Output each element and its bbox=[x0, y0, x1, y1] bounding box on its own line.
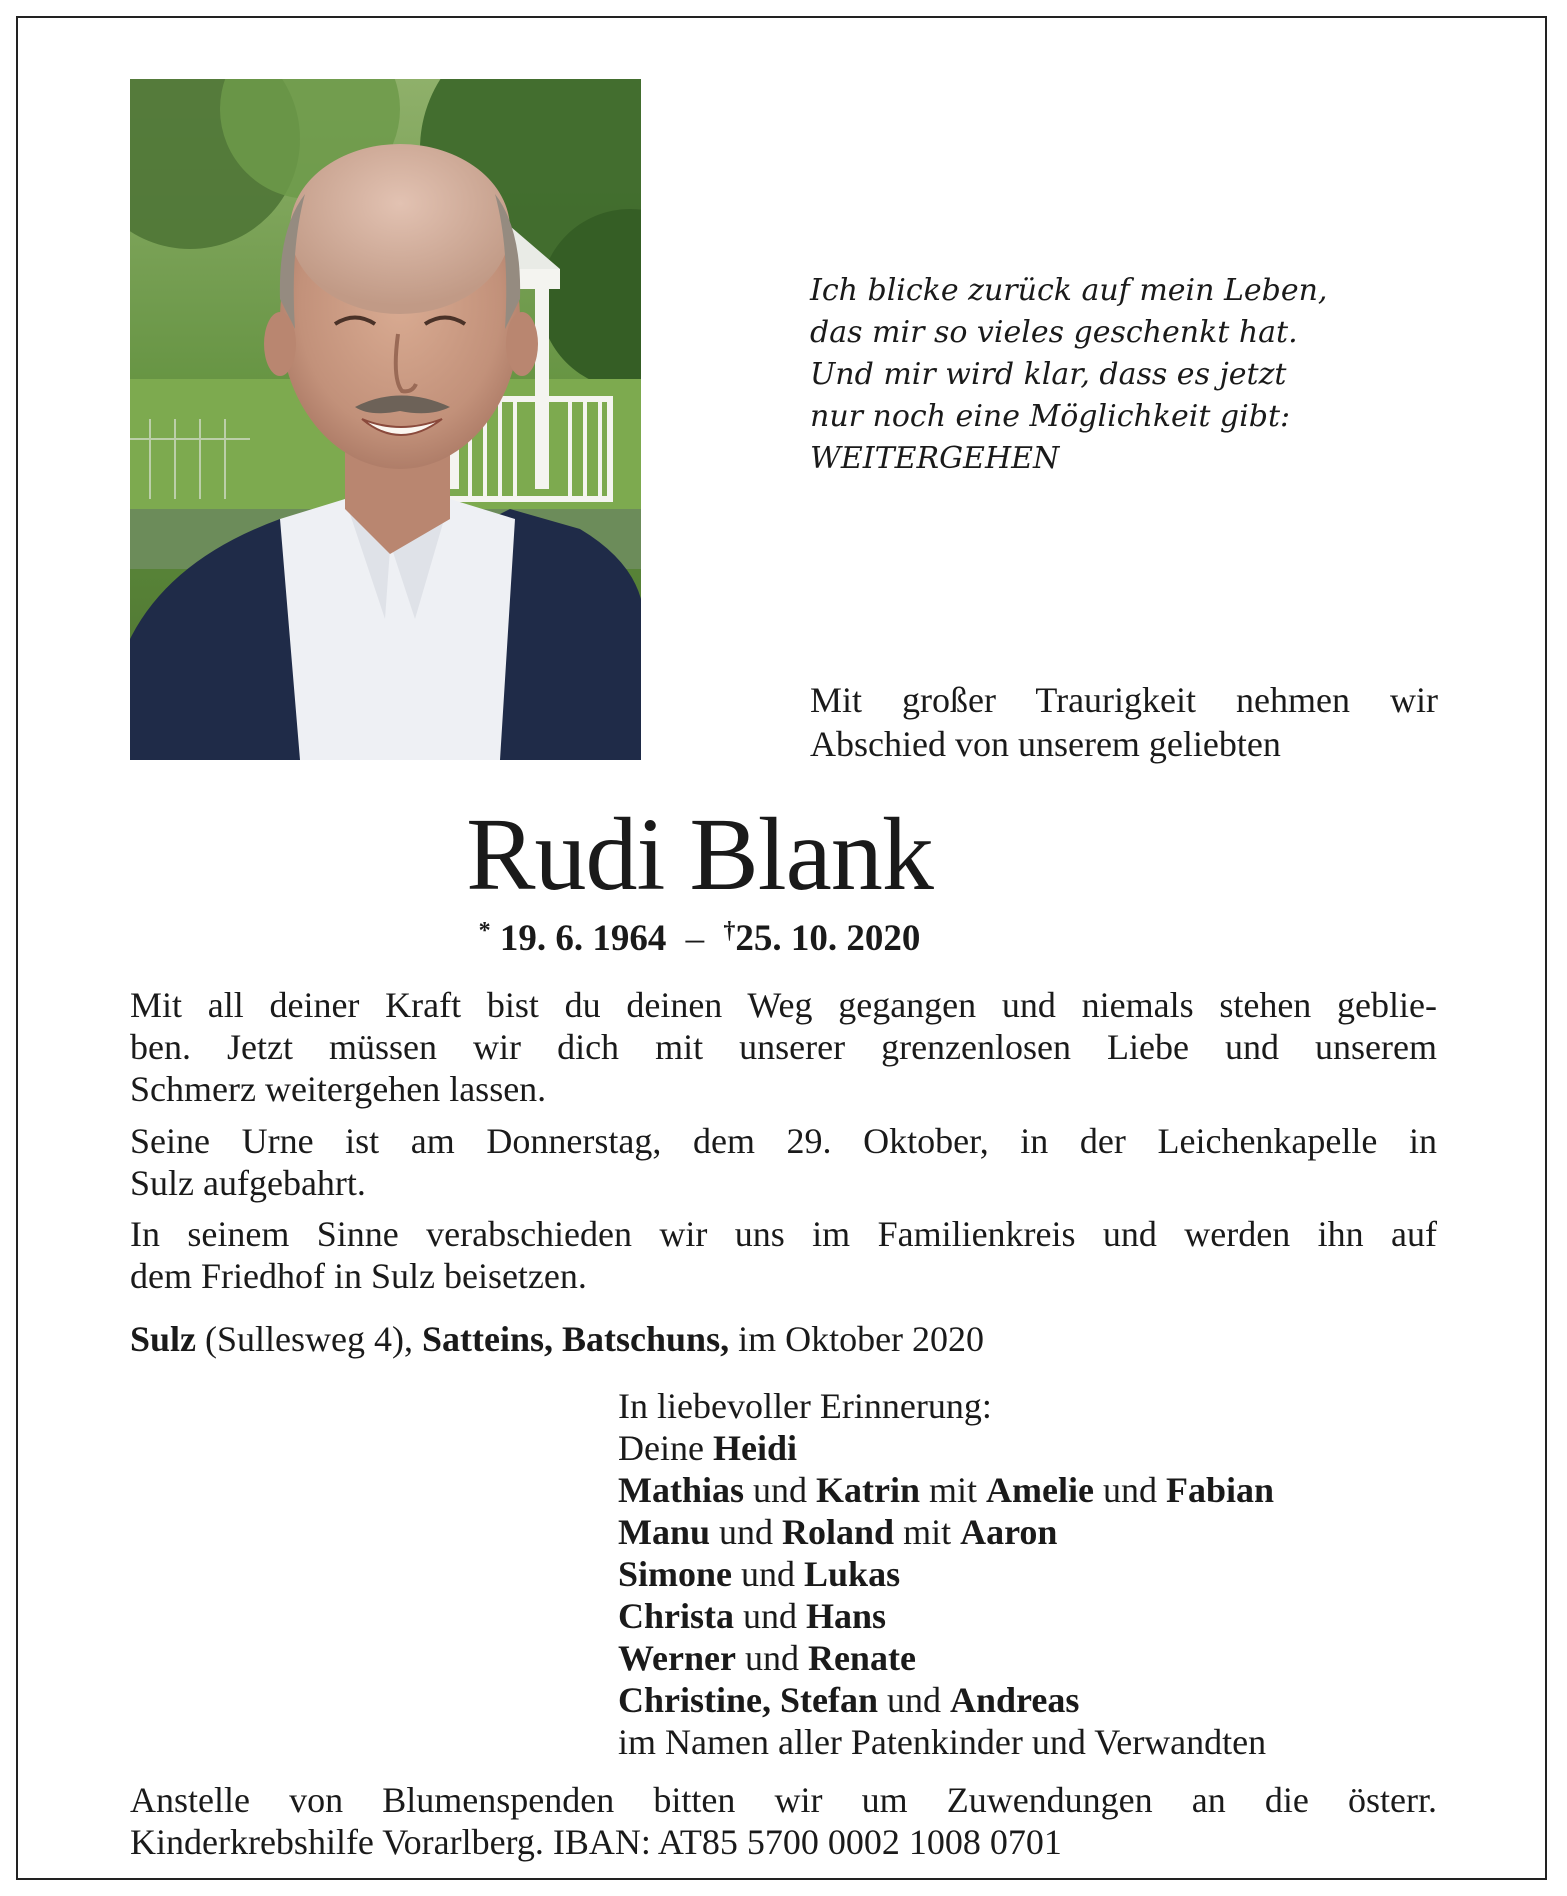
donation-iban-line: Kinderkrebshilfe Vorarlberg. IBAN: AT85 5700 0002 1008 0701 bbox=[130, 1822, 1062, 1862]
death-date: 25. 10. 2020 bbox=[735, 918, 921, 959]
paragraph-line: Seine Urne ist am Donnerstag, dem 29. Oktober, in der Leichenkapelle in bbox=[130, 1121, 1437, 1161]
family-closing: im Namen aller Patenkinder und Verwandten bbox=[618, 1722, 1267, 1762]
family-member: Fabian bbox=[1165, 1470, 1275, 1510]
family-text: und bbox=[744, 1470, 816, 1510]
birth-symbol: * bbox=[478, 918, 491, 944]
family-text: und bbox=[735, 1638, 808, 1678]
portrait-image bbox=[130, 79, 641, 760]
family-heading: In liebevoller Erinnerung: bbox=[618, 1386, 992, 1426]
family-list bbox=[618, 1385, 1274, 1763]
family-line bbox=[618, 1469, 1274, 1511]
family-member: Werner bbox=[618, 1638, 736, 1678]
poem-line: das mir so vieles geschenkt hat. bbox=[810, 315, 1298, 350]
family-text: Deine bbox=[618, 1428, 713, 1468]
family-text: mit bbox=[894, 1512, 961, 1552]
paragraph-burial bbox=[130, 1213, 1437, 1297]
donation-notice bbox=[130, 1779, 1437, 1863]
deceased-name bbox=[0, 795, 1567, 915]
place-address: (Sullesweg 4), bbox=[196, 1319, 422, 1359]
family-line bbox=[618, 1553, 1274, 1595]
poem-line: Ich blicke zurück auf mein Leben, bbox=[810, 273, 1328, 308]
place-satteins-batschuns: Satteins, Batschuns, bbox=[422, 1319, 730, 1359]
family-text: mit bbox=[920, 1470, 987, 1510]
intro-line: Mit großer Traurigkeit nehmen wir bbox=[810, 680, 1438, 720]
poem-line: nur noch eine Möglichkeit gibt: bbox=[810, 399, 1291, 434]
family-member: Roland bbox=[782, 1512, 895, 1552]
family-member: Andreas bbox=[950, 1680, 1080, 1720]
poem bbox=[810, 270, 1327, 480]
place-sulz: Sulz bbox=[130, 1319, 197, 1359]
family-member: Christa bbox=[618, 1596, 734, 1636]
family-member: Renate bbox=[807, 1638, 916, 1678]
family-text: und bbox=[732, 1554, 805, 1594]
portrait-photo bbox=[130, 79, 641, 760]
place-date-line bbox=[130, 1318, 1437, 1360]
place-date: im Oktober 2020 bbox=[729, 1319, 985, 1359]
family-text: und bbox=[1093, 1470, 1166, 1510]
date-separator: – bbox=[685, 918, 705, 959]
family-member: Katrin bbox=[816, 1470, 920, 1510]
family-member: Lukas bbox=[804, 1554, 901, 1594]
family-line bbox=[618, 1679, 1274, 1721]
family-member: Simone bbox=[618, 1554, 733, 1594]
paragraph-urn bbox=[130, 1120, 1437, 1204]
paragraph-line: ben. Jetzt müssen wir dich mit unserer grenzenlosen Liebe und unserem bbox=[130, 1027, 1437, 1067]
family-text: und bbox=[878, 1680, 950, 1720]
death-symbol: † bbox=[723, 918, 736, 944]
family-line bbox=[618, 1427, 1274, 1469]
paragraph-line: Mit all deiner Kraft bist du deinen Weg gegangen und niemals stehen geblie- bbox=[130, 985, 1437, 1025]
paragraph-farewell bbox=[130, 984, 1437, 1110]
family-member: Christine, Stefan bbox=[618, 1680, 878, 1720]
family-member: Heidi bbox=[712, 1428, 797, 1468]
family-member: Hans bbox=[806, 1596, 887, 1636]
paragraph-line: In seinem Sinne verabschieden wir uns im Familienkreis und werden ihn auf bbox=[130, 1214, 1437, 1254]
life-dates bbox=[0, 907, 1567, 963]
poem-line: WEITERGEHEN bbox=[810, 441, 1060, 476]
intro-line: Abschied von unserem geliebten bbox=[810, 724, 1281, 764]
family-line bbox=[618, 1511, 1274, 1553]
family-text: und bbox=[734, 1596, 806, 1636]
intro-text bbox=[810, 678, 1438, 766]
donation-line: Anstelle von Blumenspenden bitten wir um Zuwendungen an die österr. bbox=[130, 1780, 1437, 1820]
deceased-name-text: Rudi Blank bbox=[466, 797, 933, 912]
family-member: Aaron bbox=[960, 1512, 1058, 1552]
family-member: Mathias bbox=[618, 1470, 744, 1510]
paragraph-line: Sulz aufgebahrt. bbox=[130, 1163, 366, 1203]
poem-line: Und mir wird klar, dass es jetzt bbox=[810, 357, 1287, 392]
family-text: und bbox=[710, 1512, 783, 1552]
paragraph-line: dem Friedhof in Sulz beisetzen. bbox=[130, 1256, 587, 1296]
family-member: Amelie bbox=[986, 1470, 1094, 1510]
family-member: Manu bbox=[618, 1512, 711, 1552]
birth-date: 19. 6. 1964 bbox=[499, 918, 667, 959]
family-line bbox=[618, 1637, 1274, 1679]
family-line bbox=[618, 1595, 1274, 1637]
paragraph-line: Schmerz weitergehen lassen. bbox=[130, 1069, 547, 1109]
